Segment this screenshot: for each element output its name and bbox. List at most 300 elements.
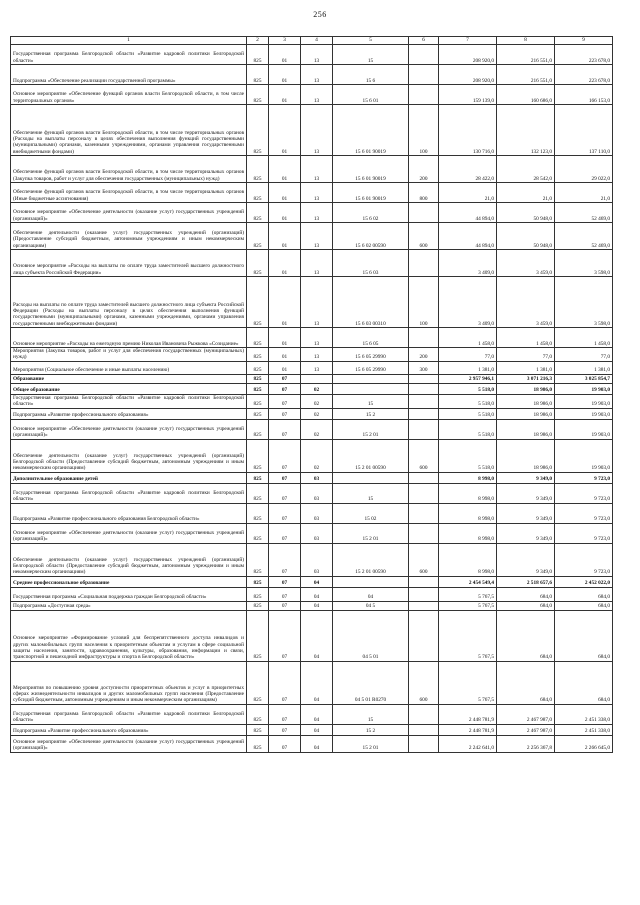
section-code-cell: 07 (269, 576, 301, 587)
amount-year3-cell: 1 458,0 (555, 328, 613, 348)
amount-year3-cell: 19 903,0 (555, 419, 613, 439)
admin-code-cell: 825 (247, 85, 269, 105)
target-article-cell: 15 6 05 29990 (333, 348, 409, 362)
amount-year1-cell: 130 716,0 (439, 105, 497, 156)
admin-code-cell: 825 (247, 105, 269, 156)
amount-year1-cell: 8 998,0 (439, 543, 497, 576)
amount-year1-cell: 44 894,0 (439, 223, 497, 250)
target-article-cell: 15 2 01 (333, 523, 409, 543)
subsection-code-cell: 04 (301, 601, 333, 610)
item-name-cell: Мероприятия (Социальное обеспечение и иные выплаты населению) (11, 361, 247, 374)
subsection-code-cell: 02 (301, 383, 333, 394)
amount-year2-cell: 2 467 987,0 (497, 704, 555, 724)
column-header: 8 (497, 37, 555, 45)
amount-year1-cell: 2 448 781,9 (439, 704, 497, 724)
expense-type-cell (409, 601, 439, 610)
amount-year2-cell: 2 256 367,8 (497, 735, 555, 752)
table-row (11, 223, 613, 250)
admin-code-cell: 825 (247, 348, 269, 362)
table-row (11, 250, 613, 277)
amount-year1-cell: 208 920,0 (439, 65, 497, 85)
expense-type-cell: 200 (409, 156, 439, 183)
amount-year2-cell: 684,0 (497, 601, 555, 610)
section-code-cell: 07 (269, 523, 301, 543)
column-header: 3 (269, 37, 301, 45)
subsection-code-cell: 02 (301, 394, 333, 408)
subsection-code-cell: 04 (301, 704, 333, 724)
amount-year3-cell: 19 903,0 (555, 408, 613, 419)
target-article-cell: 15 6 02 (333, 203, 409, 223)
item-name-cell: Основное мероприятие «Обеспечение деятельности (оказание услуг) государственных учреждений (организаций)» (11, 203, 247, 223)
table-row (11, 65, 613, 85)
amount-year1-cell: 3 409,0 (439, 277, 497, 328)
section-code-cell: 01 (269, 45, 301, 65)
target-article-cell (333, 383, 409, 394)
expense-type-cell (409, 472, 439, 483)
expense-type-cell: 300 (409, 361, 439, 374)
target-article-cell (333, 374, 409, 383)
target-article-cell: 15 6 02 00590 (333, 223, 409, 250)
section-code-cell: 07 (269, 601, 301, 610)
section-code-cell: 07 (269, 503, 301, 523)
section-code-cell: 07 (269, 472, 301, 483)
subsection-code-cell: 04 (301, 610, 333, 661)
amount-year1-cell: 208 920,0 (439, 45, 497, 65)
expense-type-cell (409, 374, 439, 383)
section-code-cell: 07 (269, 439, 301, 472)
amount-year3-cell: 223 678,0 (555, 45, 613, 65)
column-header: 9 (555, 37, 613, 45)
section-code-cell: 07 (269, 661, 301, 704)
target-article-cell: 15 2 01 (333, 735, 409, 752)
amount-year3-cell: 3 598,0 (555, 250, 613, 277)
amount-year1-cell: 2 454 549,4 (439, 576, 497, 587)
admin-code-cell: 825 (247, 328, 269, 348)
amount-year2-cell: 3 459,0 (497, 277, 555, 328)
table-row (11, 277, 613, 328)
item-name-cell: Основное мероприятие «Обеспечение функций органов власти Белгородской области, в том числе территориальных органов» (11, 85, 247, 105)
expense-type-cell: 600 (409, 223, 439, 250)
amount-year3-cell: 2 451 338,0 (555, 704, 613, 724)
table-row (11, 587, 613, 601)
item-name-cell: Обеспечение деятельности (оказание услуг) государственных учреждений (организаций) Белгородской области (Предоставление субсидий бюджетным, автономным учреждениям и иным некоммерческим организациям) (11, 543, 247, 576)
target-article-cell: 15 2 01 00590 (333, 439, 409, 472)
item-name-cell: Основное мероприятие «Формирование условий для беспрепятственного доступа инвалидов и других маломобильных групп населения к приоритетным объектам и услугам в сфере социальной защиты населения, занятости, здравоохранения, культуры, образования, информации и связи, транспортной и пешеходной инфраструктуры и спорта в Белгородской области» (11, 610, 247, 661)
target-article-cell: 15 6 05 (333, 328, 409, 348)
admin-code-cell: 825 (247, 543, 269, 576)
table-row (11, 576, 613, 587)
target-article-cell (333, 576, 409, 587)
table-header-row (11, 37, 613, 45)
item-name-cell: Подпрограмма «Развитие профессионального образования» (11, 408, 247, 419)
item-name-cell: Основное мероприятие «Расходы на выплаты по оплате труда заместителей высшего должностного лица субъекта Российской Федерации» (11, 250, 247, 277)
expense-type-cell (409, 483, 439, 503)
target-article-cell: 15 (333, 483, 409, 503)
table-body (11, 45, 613, 753)
column-header: 2 (247, 37, 269, 45)
admin-code-cell: 825 (247, 223, 269, 250)
column-header: 1 (11, 37, 247, 45)
amount-year3-cell: 9 723,0 (555, 523, 613, 543)
item-name-cell: Обеспечение деятельности (оказание услуг) государственных учреждений (организаций) Белгородской области (Предоставление субсидий бюджетным, автономным учреждениям и иным некоммерческим организациям) (11, 439, 247, 472)
amount-year1-cell: 8 998,0 (439, 503, 497, 523)
admin-code-cell: 825 (247, 735, 269, 752)
target-article-cell: 04 5 01 R0270 (333, 661, 409, 704)
admin-code-cell: 825 (247, 250, 269, 277)
expense-type-cell (409, 65, 439, 85)
expense-type-cell (409, 503, 439, 523)
column-header: 7 (439, 37, 497, 45)
item-name-cell: Основное мероприятие «Обеспечение деятельности (оказание услуг) государственных учреждений (организаций)» (11, 419, 247, 439)
expense-type-cell: 800 (409, 183, 439, 203)
item-name-cell: Основное мероприятие «Обеспечение деятельности (оказание услуг) государственных учреждений (организаций)» (11, 523, 247, 543)
section-code-cell: 07 (269, 543, 301, 576)
amount-year1-cell: 5 518,0 (439, 394, 497, 408)
item-name-cell: Основное мероприятие «Обеспечение деятельности (оказание услуг) государственных учреждений (организаций)» (11, 735, 247, 752)
table-row (11, 328, 613, 348)
amount-year2-cell: 28 542,0 (497, 156, 555, 183)
expense-type-cell (409, 576, 439, 587)
section-code-cell: 07 (269, 724, 301, 735)
amount-year1-cell: 1 381,0 (439, 361, 497, 374)
subsection-code-cell: 13 (301, 85, 333, 105)
amount-year1-cell: 2 448 781,9 (439, 724, 497, 735)
amount-year1-cell: 3 409,0 (439, 250, 497, 277)
target-article-cell: 15 (333, 394, 409, 408)
table-row (11, 348, 613, 362)
amount-year1-cell: 8 998,0 (439, 483, 497, 503)
expense-type-cell (409, 328, 439, 348)
subsection-code-cell: 03 (301, 543, 333, 576)
amount-year2-cell: 3 459,0 (497, 250, 555, 277)
subsection-code-cell: 04 (301, 735, 333, 752)
amount-year2-cell: 216 551,0 (497, 45, 555, 65)
section-code-cell: 01 (269, 65, 301, 85)
amount-year3-cell: 9 723,0 (555, 543, 613, 576)
amount-year2-cell: 216 551,0 (497, 65, 555, 85)
expense-type-cell (409, 250, 439, 277)
table-row (11, 472, 613, 483)
item-name-cell: Образование (11, 374, 247, 383)
table-row (11, 183, 613, 203)
amount-year2-cell: 1 381,0 (497, 361, 555, 374)
table-row (11, 383, 613, 394)
amount-year1-cell: 21,0 (439, 183, 497, 203)
section-code-cell: 01 (269, 105, 301, 156)
admin-code-cell: 825 (247, 610, 269, 661)
amount-year2-cell: 18 986,0 (497, 419, 555, 439)
amount-year2-cell: 684,0 (497, 610, 555, 661)
expense-type-cell: 600 (409, 439, 439, 472)
target-article-cell: 15 6 (333, 65, 409, 85)
subsection-code-cell: 13 (301, 250, 333, 277)
target-article-cell: 15 2 01 (333, 419, 409, 439)
admin-code-cell: 825 (247, 383, 269, 394)
subsection-code-cell: 13 (301, 183, 333, 203)
expense-type-cell: 200 (409, 348, 439, 362)
table-row (11, 601, 613, 610)
amount-year2-cell: 77,0 (497, 348, 555, 362)
amount-year3-cell: 684,0 (555, 601, 613, 610)
subsection-code-cell: 04 (301, 576, 333, 587)
subsection-code-cell: 13 (301, 156, 333, 183)
table-row (11, 156, 613, 183)
section-code-cell: 01 (269, 277, 301, 328)
admin-code-cell: 825 (247, 661, 269, 704)
table-row (11, 503, 613, 523)
table-row (11, 374, 613, 383)
subsection-code-cell: 02 (301, 419, 333, 439)
amount-year3-cell: 166 153,0 (555, 85, 613, 105)
target-article-cell: 15 02 (333, 503, 409, 523)
admin-code-cell: 825 (247, 374, 269, 383)
section-code-cell: 01 (269, 361, 301, 374)
subsection-code-cell: 04 (301, 724, 333, 735)
item-name-cell: Подпрограмма «Развитие профессионального образования Белгородской области» (11, 503, 247, 523)
subsection-code-cell: 04 (301, 587, 333, 601)
item-name-cell: Государственная программа Белгородской области «Развитие кадровой политики Белгородской области» (11, 704, 247, 724)
item-name-cell: Обеспечение функций органов власти Белгородской области, в том числе территориальных органов (Иные бюджетные ассигнования) (11, 183, 247, 203)
target-article-cell: 15 (333, 45, 409, 65)
column-header: 5 (333, 37, 409, 45)
amount-year2-cell: 2 518 657,6 (497, 576, 555, 587)
admin-code-cell: 825 (247, 439, 269, 472)
amount-year2-cell: 160 686,0 (497, 85, 555, 105)
item-name-cell: Государственная программа Белгородской области «Развитие кадровой политики Белгородской области» (11, 394, 247, 408)
table-row (11, 419, 613, 439)
item-name-cell: Подпрограмма «Обеспечение реализации государственной программы» (11, 65, 247, 85)
target-article-cell: 15 6 03 00310 (333, 277, 409, 328)
expense-type-cell (409, 394, 439, 408)
amount-year3-cell: 19 903,0 (555, 394, 613, 408)
expense-type-cell (409, 419, 439, 439)
amount-year1-cell: 8 998,0 (439, 472, 497, 483)
table-row (11, 735, 613, 752)
amount-year3-cell: 223 678,0 (555, 65, 613, 85)
amount-year3-cell: 77,0 (555, 348, 613, 362)
target-article-cell: 15 2 (333, 408, 409, 419)
table-row (11, 85, 613, 105)
amount-year2-cell: 50 948,0 (497, 203, 555, 223)
section-code-cell: 01 (269, 85, 301, 105)
admin-code-cell: 825 (247, 601, 269, 610)
table-row (11, 523, 613, 543)
target-article-cell: 15 6 01 90019 (333, 105, 409, 156)
expense-type-cell: 600 (409, 543, 439, 576)
amount-year3-cell: 3 025 854,7 (555, 374, 613, 383)
amount-year2-cell: 18 986,0 (497, 439, 555, 472)
amount-year1-cell: 159 139,0 (439, 85, 497, 105)
item-name-cell: Государственная программа Белгородской области «Развитие кадровой политики Белгородской области» (11, 483, 247, 503)
amount-year3-cell: 29 022,0 (555, 156, 613, 183)
table-row (11, 439, 613, 472)
subsection-code-cell: 04 (301, 661, 333, 704)
admin-code-cell: 825 (247, 503, 269, 523)
budget-table (10, 36, 613, 753)
target-article-cell: 15 6 03 (333, 250, 409, 277)
table-row (11, 543, 613, 576)
amount-year1-cell: 2 242 641,0 (439, 735, 497, 752)
section-code-cell: 01 (269, 328, 301, 348)
subsection-code-cell: 13 (301, 105, 333, 156)
admin-code-cell: 825 (247, 277, 269, 328)
amount-year3-cell: 52 469,0 (555, 223, 613, 250)
section-code-cell: 01 (269, 223, 301, 250)
expense-type-cell (409, 85, 439, 105)
subsection-code-cell: 13 (301, 277, 333, 328)
item-name-cell: Обеспечение функций органов власти Белгородской области, в том числе территориальных органов (Расходы на выплаты персоналу в целях обеспечения выполнения функций государственными (муниципальными) органами, казенными учреждениями, органами управления государственными внебюджетными фондами) (11, 105, 247, 156)
column-header: 4 (301, 37, 333, 45)
subsection-code-cell: 02 (301, 408, 333, 419)
expense-type-cell (409, 724, 439, 735)
table-row (11, 610, 613, 661)
expense-type-cell (409, 704, 439, 724)
section-code-cell: 07 (269, 408, 301, 419)
section-code-cell: 01 (269, 203, 301, 223)
item-name-cell: Мероприятия (Закупка товаров, работ и услуг для обеспечения государственных (муниципальных) нужд) (11, 348, 247, 362)
table-row (11, 408, 613, 419)
subsection-code-cell: 03 (301, 472, 333, 483)
table-row (11, 483, 613, 503)
amount-year2-cell: 132 123,0 (497, 105, 555, 156)
amount-year3-cell: 684,0 (555, 610, 613, 661)
amount-year2-cell: 2 467 987,0 (497, 724, 555, 735)
amount-year1-cell: 5 767,5 (439, 610, 497, 661)
section-code-cell: 01 (269, 348, 301, 362)
expense-type-cell (409, 735, 439, 752)
section-code-cell: 07 (269, 704, 301, 724)
item-name-cell: Мероприятия по повышению уровня доступности приоритетных объектов и услуг в приоритетных сферах жизнедеятельности инвалидов и других маломобильных групп населения (Предоставление субсидий бюджетным, автономным учреждениям и иным некоммерческим организациям) (11, 661, 247, 704)
item-name-cell: Государственная программа «Социальная поддержка граждан Белгородской области» (11, 587, 247, 601)
admin-code-cell: 825 (247, 65, 269, 85)
amount-year3-cell: 137 110,0 (555, 105, 613, 156)
amount-year3-cell: 684,0 (555, 587, 613, 601)
admin-code-cell: 825 (247, 394, 269, 408)
subsection-code-cell: 03 (301, 483, 333, 503)
admin-code-cell: 825 (247, 587, 269, 601)
amount-year1-cell: 44 894,0 (439, 203, 497, 223)
amount-year2-cell: 18 986,0 (497, 408, 555, 419)
amount-year2-cell: 9 349,0 (497, 523, 555, 543)
item-name-cell: Обеспечение функций органов власти Белгородской области, в том числе территориальных органов (Закупка товаров, работ и услуг для обеспечения государственных (муниципальных) нужд) (11, 156, 247, 183)
column-header: 6 (409, 37, 439, 45)
amount-year2-cell: 1 458,0 (497, 328, 555, 348)
section-code-cell: 07 (269, 483, 301, 503)
subsection-code-cell: 02 (301, 439, 333, 472)
section-code-cell: 07 (269, 383, 301, 394)
target-article-cell: 15 6 05 29990 (333, 361, 409, 374)
amount-year2-cell: 9 349,0 (497, 543, 555, 576)
admin-code-cell: 825 (247, 419, 269, 439)
subsection-code-cell: 13 (301, 361, 333, 374)
amount-year1-cell: 77,0 (439, 348, 497, 362)
amount-year3-cell: 2 266 645,0 (555, 735, 613, 752)
amount-year1-cell: 5 767,5 (439, 587, 497, 601)
target-article-cell: 04 5 01 (333, 610, 409, 661)
page-number: 256 (313, 10, 327, 19)
amount-year2-cell: 18 986,0 (497, 383, 555, 394)
amount-year3-cell: 19 903,0 (555, 383, 613, 394)
amount-year1-cell: 28 422,0 (439, 156, 497, 183)
expense-type-cell: 600 (409, 661, 439, 704)
section-code-cell: 07 (269, 587, 301, 601)
admin-code-cell: 825 (247, 523, 269, 543)
section-code-cell: 07 (269, 374, 301, 383)
amount-year1-cell: 5 518,0 (439, 439, 497, 472)
table-row (11, 45, 613, 65)
item-name-cell: Обеспечение деятельности (оказание услуг) государственных учреждений (организаций) (Предоставление субсидий бюджетным, автономным учреждениям и иным некоммерческим организациям) (11, 223, 247, 250)
table-row (11, 724, 613, 735)
expense-type-cell (409, 203, 439, 223)
item-name-cell: Среднее профессиональное образование (11, 576, 247, 587)
target-article-cell: 15 2 (333, 724, 409, 735)
admin-code-cell: 825 (247, 45, 269, 65)
expense-type-cell (409, 45, 439, 65)
amount-year2-cell: 9 349,0 (497, 472, 555, 483)
amount-year3-cell: 2 452 022,0 (555, 576, 613, 587)
admin-code-cell: 825 (247, 361, 269, 374)
expense-type-cell (409, 523, 439, 543)
target-article-cell: 15 (333, 704, 409, 724)
admin-code-cell: 825 (247, 203, 269, 223)
item-name-cell: Расходы на выплаты по оплате труда заместителей высшего должностного лица субъекта Российской Федерации (Расходы на выплаты персоналу в целях обеспечения выполнения функций государственными (муниципальными) органами, казенными учреждениями, органами управления государственными внебюджетными фондами) (11, 277, 247, 328)
admin-code-cell: 825 (247, 183, 269, 203)
subsection-code-cell: 03 (301, 503, 333, 523)
admin-code-cell: 825 (247, 576, 269, 587)
subsection-code-cell: 13 (301, 348, 333, 362)
target-article-cell: 04 5 (333, 601, 409, 610)
amount-year1-cell: 2 957 946,1 (439, 374, 497, 383)
item-name-cell: Государственная программа Белгородской области «Развитие кадровой политики Белгородской области» (11, 45, 247, 65)
amount-year2-cell: 684,0 (497, 587, 555, 601)
table-row (11, 394, 613, 408)
target-article-cell: 15 6 01 90019 (333, 183, 409, 203)
table-row (11, 105, 613, 156)
amount-year1-cell: 1 458,0 (439, 328, 497, 348)
expense-type-cell (409, 587, 439, 601)
expense-type-cell (409, 383, 439, 394)
section-code-cell: 07 (269, 419, 301, 439)
amount-year1-cell: 5 518,0 (439, 383, 497, 394)
amount-year3-cell: 684,0 (555, 661, 613, 704)
expense-type-cell (409, 408, 439, 419)
amount-year2-cell: 21,0 (497, 183, 555, 203)
section-code-cell: 01 (269, 250, 301, 277)
amount-year1-cell: 8 998,0 (439, 523, 497, 543)
subsection-code-cell: 13 (301, 203, 333, 223)
item-name-cell: Дополнительное образование детей (11, 472, 247, 483)
item-name-cell: Основное мероприятие «Расходы на ежегодную премию Николая Ивановича Рыжкова «Созидание» (11, 328, 247, 348)
target-article-cell (333, 472, 409, 483)
subsection-code-cell: 13 (301, 223, 333, 250)
expense-type-cell (409, 610, 439, 661)
subsection-code-cell: 13 (301, 65, 333, 85)
item-name-cell: Общее образование (11, 383, 247, 394)
amount-year2-cell: 9 349,0 (497, 483, 555, 503)
amount-year3-cell: 9 723,0 (555, 472, 613, 483)
amount-year3-cell: 3 598,0 (555, 277, 613, 328)
target-article-cell: 04 (333, 587, 409, 601)
target-article-cell: 15 2 01 00590 (333, 543, 409, 576)
section-code-cell: 07 (269, 735, 301, 752)
admin-code-cell: 825 (247, 704, 269, 724)
expense-type-cell: 100 (409, 105, 439, 156)
target-article-cell: 15 6 01 (333, 85, 409, 105)
table-row (11, 704, 613, 724)
section-code-cell: 07 (269, 610, 301, 661)
subsection-code-cell: 13 (301, 45, 333, 65)
section-code-cell: 07 (269, 394, 301, 408)
